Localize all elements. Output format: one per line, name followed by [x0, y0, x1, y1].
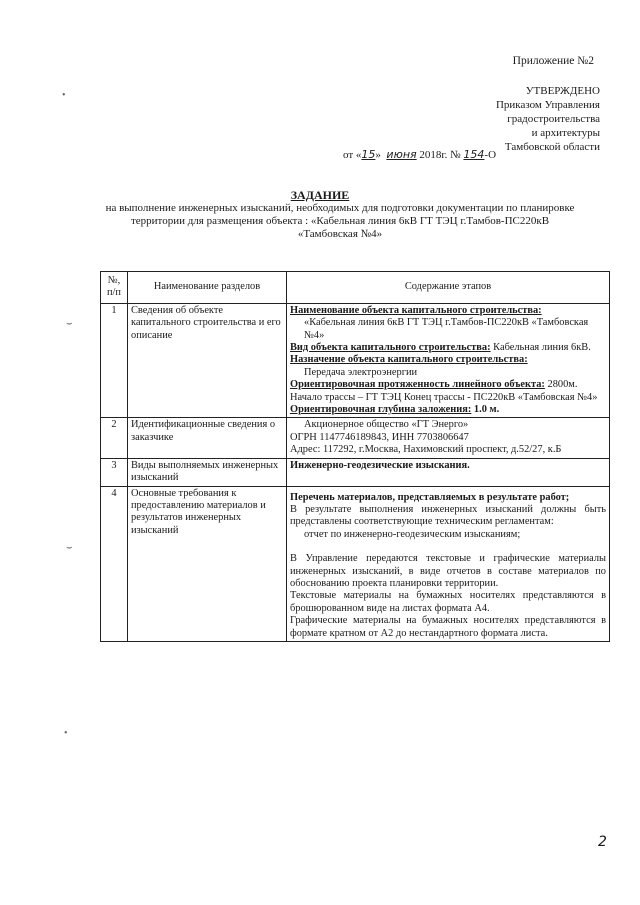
materials-graphic-format: Графические материалы на бумажных носителях представляются в формате кратном от А2 до нестандартного формата листа. [290, 615, 606, 639]
order-date-line [343, 148, 496, 161]
customer-address: Адрес: 117292, г.Москва, Нахимовский проспект, д.52/27, к.Б [290, 444, 562, 456]
materials-heading: Перечень материалов, представляемых в результате работ; [290, 491, 570, 503]
survey-type: Инженерно-геодезические изыскания. [290, 459, 470, 471]
depth-text: 1.0 м. [473, 404, 500, 416]
order-suffix: -О [484, 149, 497, 161]
object-purpose-text: Передача электроэнергии [304, 366, 418, 378]
object-purpose-heading: Назначение объекта капитального строительства: [290, 354, 528, 366]
table-row [101, 486, 610, 641]
document-subtitle: на выполнение инженерных изысканий, необходимых для подготовки документации по планировке территории для размещения объекта : «Кабельная линия 6кВ ГТ ТЭЦ г.Тамбов-ПС220кВ «Тамбовская №4» [105, 202, 575, 240]
object-name-text: «Кабельная линия 6кВ ГТ ТЭЦ г.Тамбов-ПС220кВ «Тамбовская №4» [304, 317, 589, 341]
approval-line: градостроительства [507, 113, 600, 125]
task-table [100, 271, 610, 642]
object-name-heading: Наименование объекта капитального строительства: [290, 304, 542, 316]
materials-report: отчет по инженерно-геодезическим изысканиям; [304, 528, 521, 540]
object-type-heading: Вид объекта капитального строительства: [290, 342, 491, 354]
header-content: Содержание этапов [287, 272, 610, 304]
approval-line: УТВЕРЖДЕНО [525, 85, 600, 97]
spacer [290, 541, 606, 553]
approval-line: Приказом Управления [495, 99, 600, 111]
approval-line: Тамбовской области [504, 141, 600, 153]
appendix-label: Приложение №2 [512, 55, 594, 67]
order-mid: » [375, 149, 381, 161]
page-number-mark: 2 [598, 834, 607, 850]
order-month: июня [386, 148, 417, 161]
row-name: Основные требования к предоставлению материалов и результатов инженерных изысканий [128, 486, 287, 641]
object-type-text: Кабельная линия 6кВ. [493, 342, 591, 354]
row-num: 3 [101, 458, 128, 486]
object-length-text: 2800м. [547, 379, 578, 391]
row-content [287, 458, 610, 486]
materials-text-format: Текстовые материалы на бумажных носителях представляются в брошюрованном виде на листах формата А4. [290, 590, 606, 614]
row-content [287, 418, 610, 458]
order-year: 2018г. № [419, 149, 461, 161]
order-day: 15 [361, 148, 376, 161]
materials-transfer: В Управление передаются текстовые и графические материалы инженерных изысканий, в виде отчетов в составе материалов по обоснованию проекта планировки территории. [290, 553, 606, 589]
row-name: Сведения об объекте капитального строительства и его описание [128, 303, 287, 418]
row-num: 1 [101, 303, 128, 418]
depth-heading: Ориентировочная глубина заложения: [290, 404, 472, 416]
materials-paragraph: В результате выполнения инженерных изысканий должны быть представлены соответствующие техническим регламентам: [290, 503, 606, 528]
customer-name: Акционерное общество «ГТ Энерго» [304, 419, 469, 431]
customer-ids: ОГРН 1147746189843, ИНН 7703806647 [290, 431, 469, 443]
row-name: Идентификационные сведения о заказчике [128, 418, 287, 458]
approval-line: и архитектуры [531, 127, 600, 139]
table-header-row [101, 272, 610, 304]
header-num: №, п/п [101, 272, 128, 304]
punch-hole-mark: ⌣ [66, 542, 73, 553]
order-prefix: от « [343, 149, 362, 161]
header-name: Наименование разделов [128, 272, 287, 304]
route-text: Начало трассы – ГТ ТЭЦ Конец трассы - ПС220кВ «Тамбовская №4» [290, 391, 598, 403]
object-length-heading: Ориентировочная протяженность линейного объекта: [290, 379, 545, 391]
punch-hole-mark: ⌣ [66, 318, 73, 329]
approval-block [496, 84, 600, 154]
table-row [101, 418, 610, 458]
punch-hole-mark: • [64, 728, 68, 739]
table-row [101, 303, 610, 418]
row-num: 4 [101, 486, 128, 641]
row-name: Виды выполняемых инженерных изысканий [128, 458, 287, 486]
document-title: ЗАДАНИЕ [290, 188, 350, 202]
row-content [287, 303, 610, 418]
row-num: 2 [101, 418, 128, 458]
punch-hole-mark: • [62, 90, 66, 101]
order-number: 154 [463, 148, 485, 161]
row-content [287, 486, 610, 641]
table-row [101, 458, 610, 486]
